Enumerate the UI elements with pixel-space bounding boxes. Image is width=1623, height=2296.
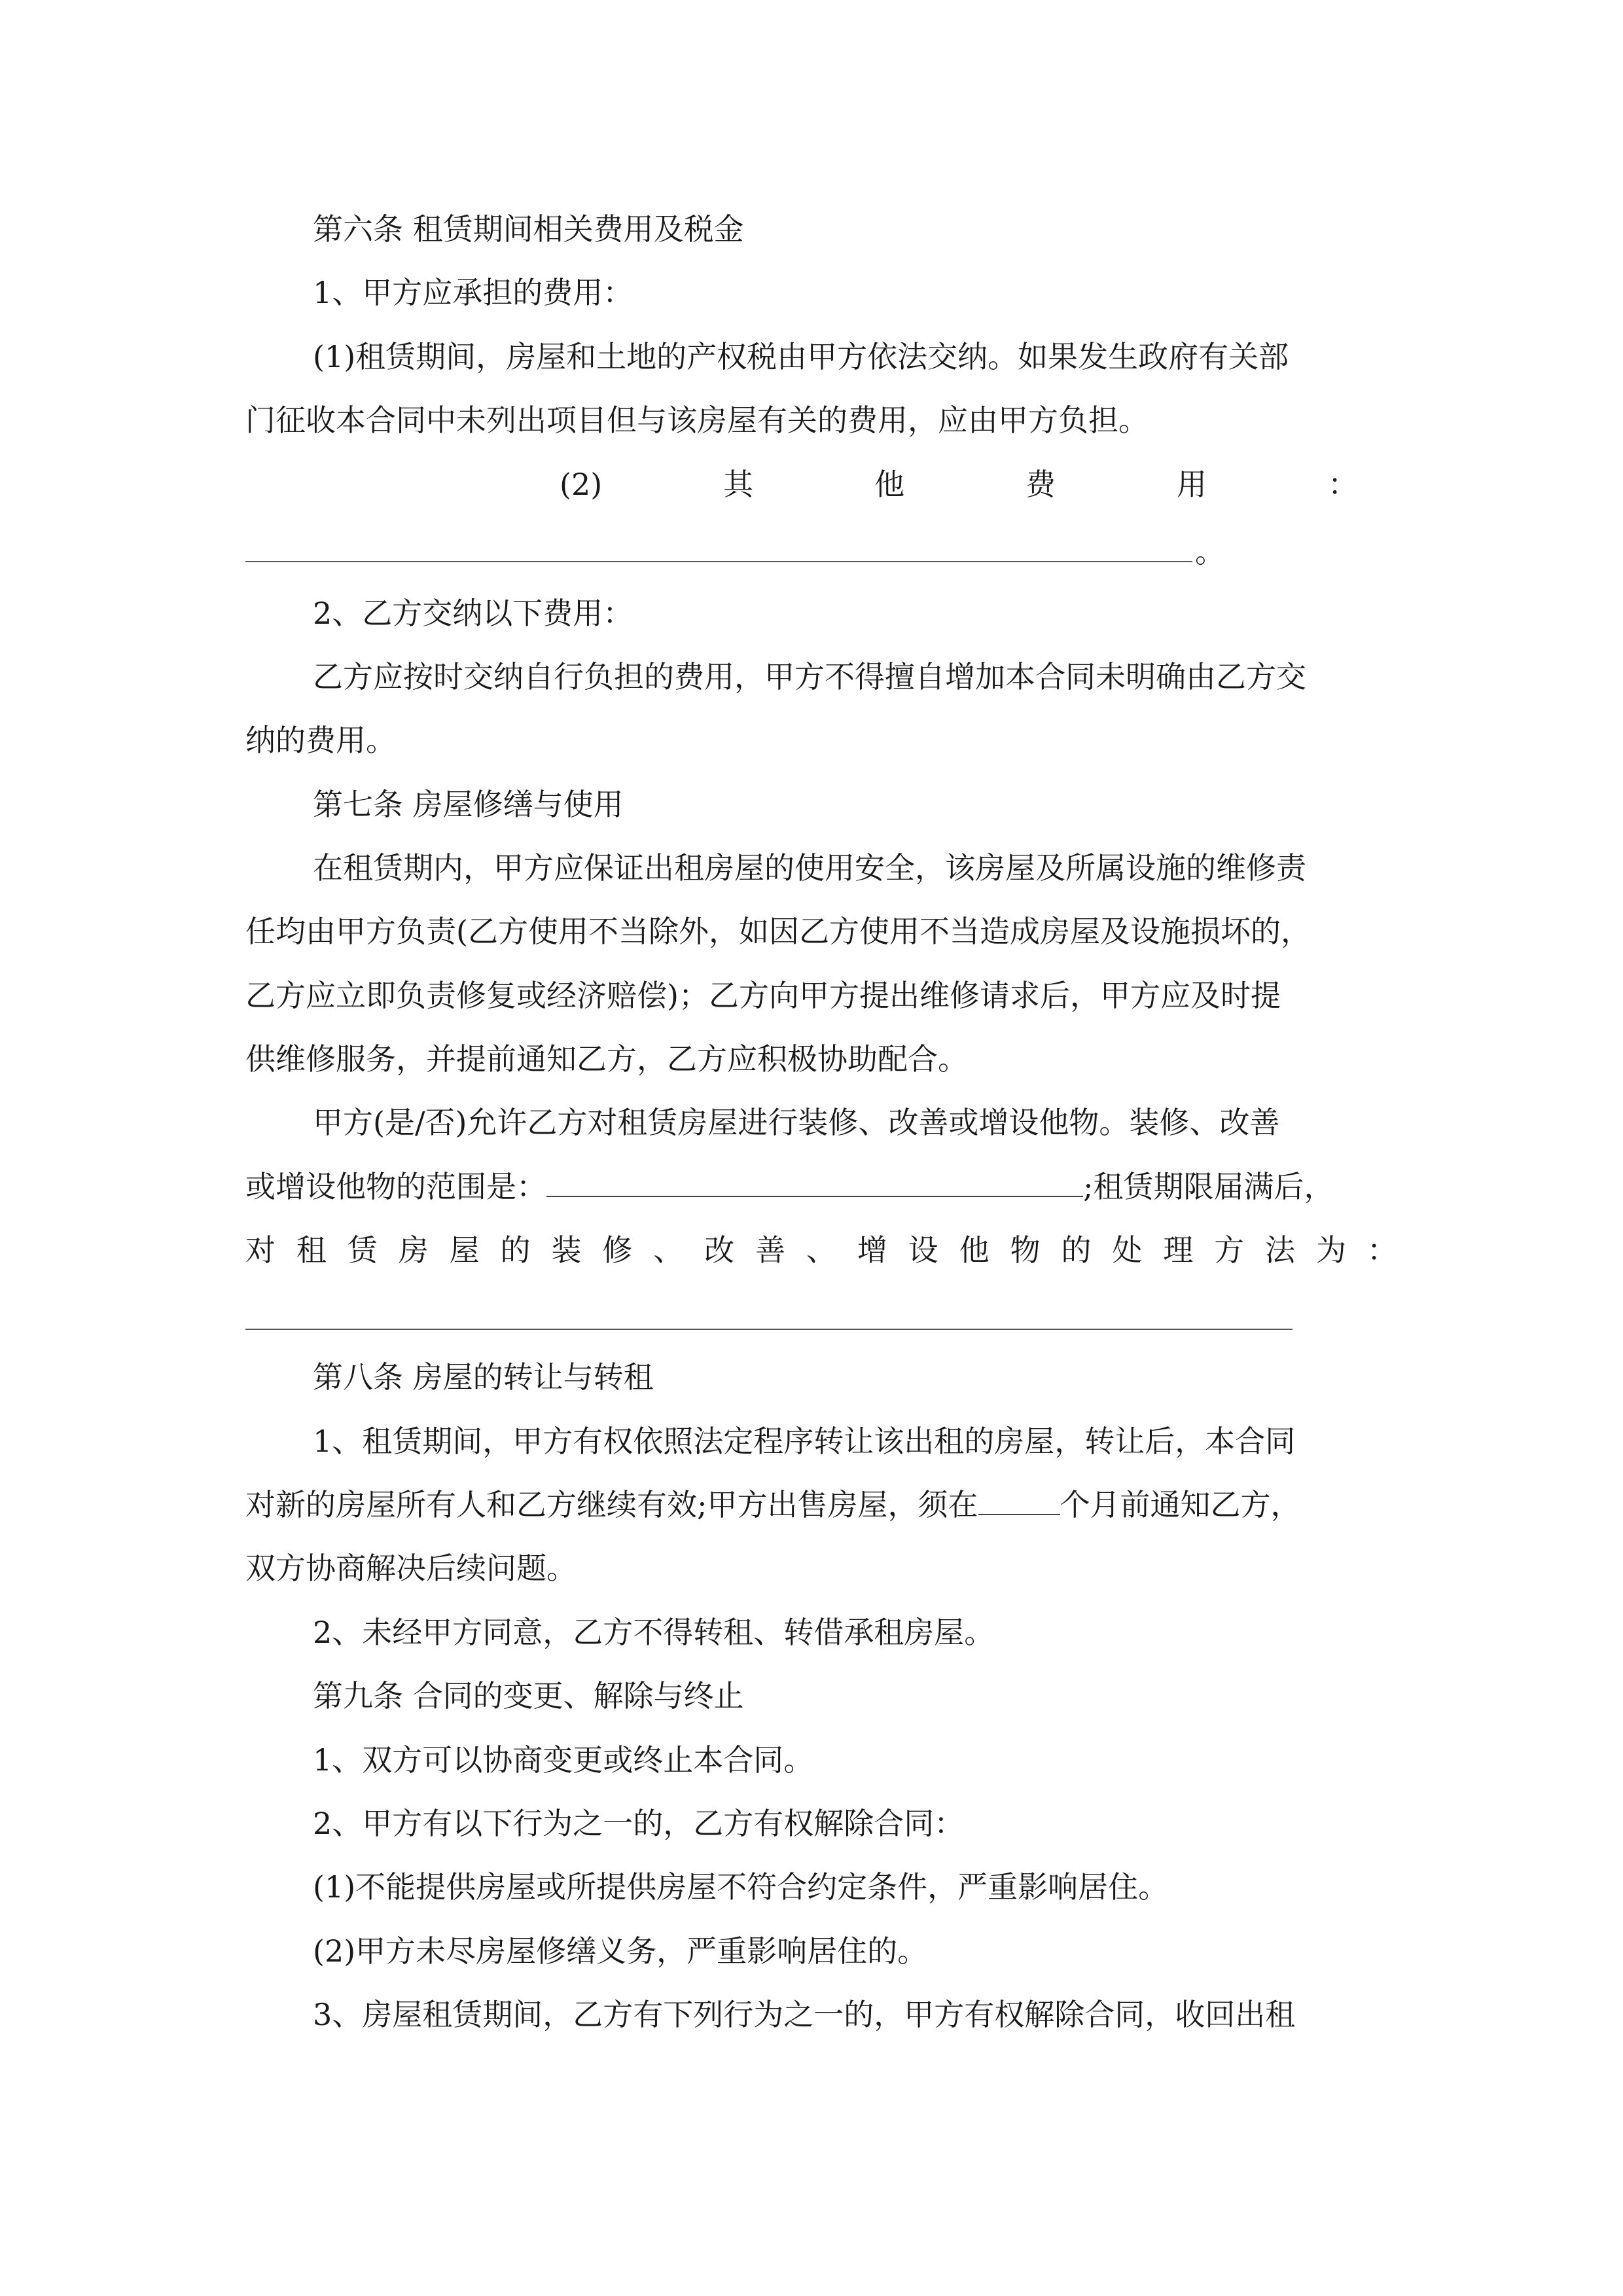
article-9-item-2-2: (2)甲方未尽房屋修缮义务，严重影响居住的。 (313, 1933, 928, 1969)
article-9-item-3-line-1: 3、房屋租赁期间，乙方有下列行为之一的，甲方有权解除合同，收回出租 (313, 1997, 1296, 2032)
char: 理 (1163, 1232, 1194, 1268)
blank-line-handling-method[interactable] (245, 1329, 1293, 1330)
scope-label: 或增设他物的范围是： (245, 1169, 546, 1204)
char: 的 (500, 1232, 531, 1268)
article-9-heading: 第九条 合同的变更、解除与终止 (313, 1678, 744, 1713)
article-7-p1-line-1: 在租赁期内，甲方应保证出租房屋的使用安全，该房屋及所属设施的维修责 (313, 850, 1306, 886)
char: 、 (653, 1232, 684, 1268)
article-8-heading: 第八条 房屋的转让与转租 (313, 1359, 654, 1395)
char: 屋 (449, 1232, 480, 1268)
term-end-text: ;租赁期限届满后， (1083, 1169, 1334, 1204)
blank-line-other-fees[interactable] (245, 561, 1192, 562)
article-7-p2-line-2 (245, 1168, 1397, 1205)
char: 为 (1316, 1232, 1347, 1268)
char: 装 (551, 1232, 582, 1268)
char: 对 (245, 1232, 276, 1268)
article-8-item-1-line-1: 1、租赁期间，甲方有权依照法定程序转让该出租的房屋，转让后，本合同 (313, 1424, 1296, 1459)
article-7-p1-line-4: 供维修服务，并提前通知乙方，乙方应积极协助配合。 (245, 1041, 968, 1077)
char: 改 (704, 1232, 735, 1268)
article-7-p1-line-2: 任均由甲方负责(乙方使用不当除外，如因乙方使用不当造成房屋及设施损坏的， (245, 914, 1311, 949)
article-7-heading: 第七条 房屋修缮与使用 (313, 787, 624, 822)
article-7-p2-line-1: 甲方(是/否)允许乙方对租赁房屋进行装修、改善或增设他物。装修、改善 (313, 1105, 1280, 1140)
notice-suffix: 个月前通知乙方， (1060, 1487, 1301, 1522)
char: 他 (959, 1232, 990, 1268)
article-6-item-2-line-1: 乙方应按时交纳自行负担的费用，甲方不得擅自增加本合同未明确由乙方交 (313, 659, 1306, 694)
article-9-item-1: 1、双方可以协商变更或终止本合同。 (313, 1742, 814, 1778)
article-8-item-2: 2、未经甲方同意，乙方不得转租、转借承租房屋。 (313, 1615, 995, 1650)
blank-notice-months[interactable] (978, 1488, 1060, 1515)
label-part: (2) (560, 467, 603, 502)
article-8-item-1-line-3: 双方协商解决后续问题。 (245, 1551, 577, 1586)
char: 房 (398, 1232, 429, 1268)
article-9-item-2: 2、甲方有以下行为之一的，乙方有权解除合同： (313, 1806, 965, 1841)
char: ： (1366, 1232, 1397, 1268)
char: 赁 (347, 1232, 378, 1268)
notice-prefix: 对新的房屋所有人和乙方继续有效;甲方出售房屋，须在 (245, 1487, 978, 1522)
period-mark: 。 (1195, 534, 1225, 569)
char: 处 (1112, 1232, 1143, 1268)
char: 修 (602, 1232, 633, 1268)
article-7-p2-line-3 (245, 1232, 1397, 1268)
article-6-item-2-line-2: 纳的费用。 (245, 723, 396, 758)
char: 增 (857, 1232, 887, 1268)
char: 的 (1061, 1232, 1092, 1268)
article-6-item-1-1-line-1: (1)租赁期间，房屋和土地的产权税由甲方依法交纳。如果发生政府有关部 (313, 339, 1289, 374)
article-9-item-2-1: (1)不能提供房屋或所提供房屋不符合约定条件，严重影响居住。 (313, 1869, 1169, 1905)
article-6-heading: 第六条 租赁期间相关费用及税金 (313, 211, 744, 247)
char: 、 (806, 1232, 836, 1268)
char: 法 (1265, 1232, 1296, 1268)
label-part: ： (1327, 467, 1358, 502)
label-part: 费 (1026, 467, 1056, 502)
article-6-item-1-title: 1、甲方应承担的费用： (313, 275, 633, 310)
label-part: 其 (723, 467, 754, 502)
label-part: 他 (874, 467, 905, 502)
article-6-item-1-2-label (560, 466, 1358, 503)
article-6-item-2-title: 2、乙方交纳以下费用： (313, 596, 633, 631)
char: 设 (908, 1232, 938, 1268)
label-part: 用 (1176, 467, 1207, 502)
article-7-p1-line-3: 乙方应立即负责修复或经济赔偿)；乙方向甲方提出维修请求后，甲方应及时提 (245, 978, 1281, 1013)
article-6-item-1-1-line-2: 门征收本合同中未列出项目但与该房屋有关的费用，应由甲方负担。 (245, 403, 1149, 438)
char: 方 (1214, 1232, 1245, 1268)
char: 租 (296, 1232, 327, 1268)
char: 善 (755, 1232, 786, 1268)
article-8-item-1-line-2 (245, 1486, 1397, 1523)
char: 物 (1010, 1232, 1041, 1268)
blank-scope-field[interactable] (546, 1170, 1083, 1197)
